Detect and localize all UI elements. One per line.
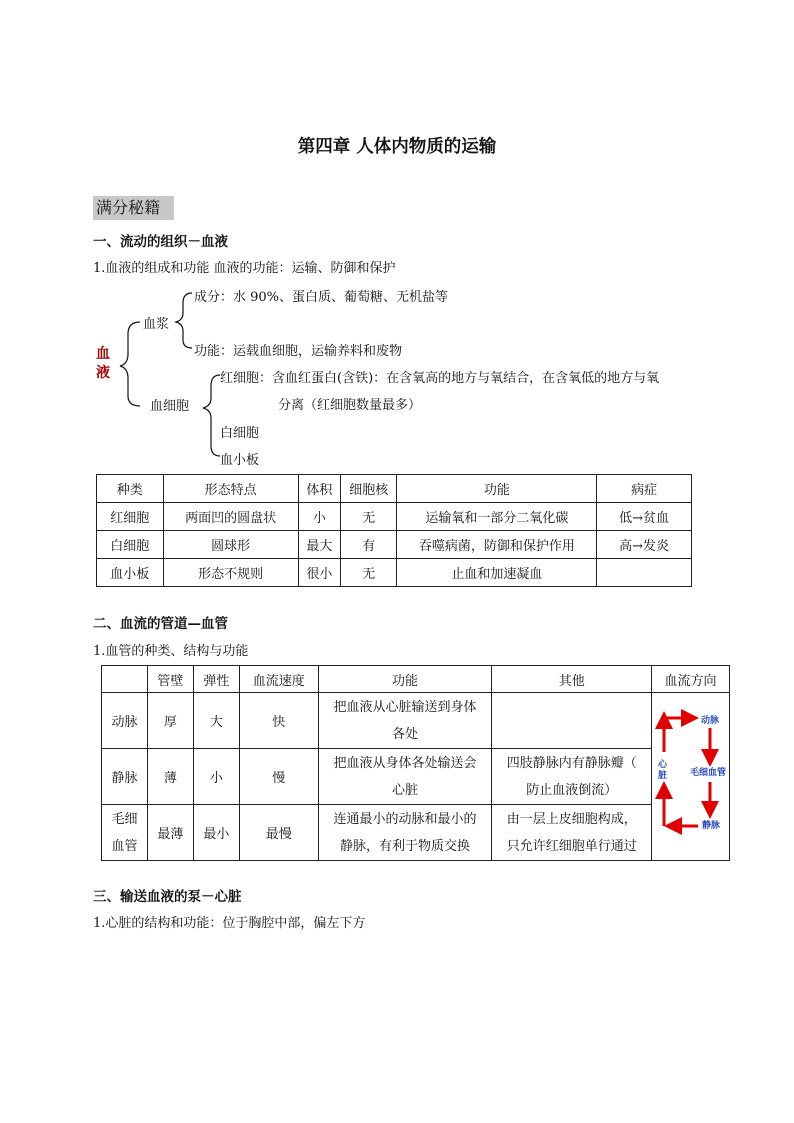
other-line: 四肢静脉内有静脉瓣（ [506,755,637,771]
plasma-label: 血浆 [143,317,170,332]
vessel-speed: 快 [239,693,318,749]
section3-item1: 1.心脏的结构和功能：位于胸腔中部，偏左下方 [93,916,366,931]
capillary-label: 毛细血管 [690,768,727,778]
header-cell: 血流速度 [239,666,318,693]
blood-char-2: 液 [96,365,110,381]
function-line: 连通最小的动脉和最小的 [333,811,477,827]
header-cell: 其他 [492,666,652,693]
wbc-label: 白细胞 [220,426,260,441]
cell-type: 血小板 [97,559,164,587]
vessel-wall: 厚 [147,693,193,749]
disease-level: 高 [619,539,633,554]
cell-function: 运输氧和一部分二氧化碳 [397,503,597,531]
vessel-wall: 薄 [147,749,193,805]
disease-name: 贫血 [643,511,670,526]
rbc-line-1: 红细胞：含血红蛋白(含铁)：在含氧高的地方与氧结合，在含氧低的地方与氧 [220,371,660,386]
vein-label: 静脉 [702,821,721,831]
cell-function: 吞噬病菌，防御和保护作用 [397,531,597,559]
type-line: 毛细 [111,811,138,827]
header-cell: 形态特点 [163,475,298,503]
vessel-type: 动脉 [102,693,148,749]
cell-type: 红细胞 [97,503,164,531]
rbc-line-2: 分离（红细胞数量最多） [278,398,422,413]
function-line: 心脏 [392,782,419,798]
vessel-elasticity: 最小 [193,805,239,861]
arrow-icon: → [632,539,644,554]
cell-nucleus: 无 [341,559,397,587]
cell-type: 白细胞 [97,531,164,559]
header-cell: 体积 [298,475,340,503]
section2-heading: 二、血流的管道—血管 [93,616,228,632]
cell-shape: 两面凹的圆盘状 [163,503,298,531]
header-cell: 功能 [318,666,492,693]
page-title: 第四章 人体内物质的运输 [297,137,497,157]
plasma-function: 功能：运载血细胞，运输养料和废物 [194,344,403,359]
artery-label: 动脉 [701,716,720,726]
heart-char: 心 [658,760,668,770]
header-cell: 细胞核 [341,475,397,503]
section2-item1: 1.血管的种类、结构与功能 [93,644,249,659]
other-line: 防止血液倒流） [526,782,618,798]
plasma-composition: 成分：水 90%、蛋白质、葡萄糖、无机盐等 [194,290,449,305]
header-cell: 种类 [97,475,164,503]
section1-item1: 1.血液的组成和功能 血液的功能：运输、防御和保护 [93,261,396,276]
disease-level: 低 [619,511,633,526]
cell-shape: 圆球形 [163,531,298,559]
header-cell: 病症 [597,475,692,503]
header-cell: 弹性 [193,666,239,693]
other-line: 由一层上皮细胞构成， [506,811,637,827]
heart-label [658,760,667,782]
cell-nucleus: 有 [341,531,397,559]
function-line: 静脉，有利于物质交换 [340,838,471,854]
cell-shape: 形态不规则 [163,559,298,587]
other-line: 只允许红细胞单行通过 [506,838,637,854]
vessel-speed: 最慢 [239,805,318,861]
cells-label: 血细胞 [150,399,190,414]
cell-size: 很小 [298,559,340,587]
header-cell: 管壁 [147,666,193,693]
vessel-speed: 慢 [239,749,318,805]
platelet-label: 血小板 [220,453,260,468]
cell-function: 止血和加速凝血 [397,559,597,587]
header-cell: 功能 [397,475,597,503]
vessel-elasticity: 小 [193,749,239,805]
section1-heading: 一、流动的组织－血液 [93,234,228,250]
blood-char-1: 血 [96,346,110,362]
section3-heading: 三、输送血液的泵－心脏 [93,889,242,905]
function-line: 把血液从心脏输送到身体 [333,699,477,715]
cell-nucleus: 无 [341,503,397,531]
type-line: 血管 [111,838,138,854]
cell-size: 最大 [298,531,340,559]
arrow-icon: → [632,511,644,526]
secret-box: 满分秘籍 [93,196,174,220]
function-line: 把血液从身体各处输送会 [333,755,477,771]
vessel-type: 静脉 [102,749,148,805]
header-cell: 血流方向 [652,666,730,693]
disease-name: 发炎 [643,539,670,554]
vessel-wall: 最薄 [147,805,193,861]
function-line: 各处 [392,726,419,742]
cell-size: 小 [298,503,340,531]
vessel-elasticity: 大 [193,693,239,749]
heart-char: 脏 [658,771,668,781]
